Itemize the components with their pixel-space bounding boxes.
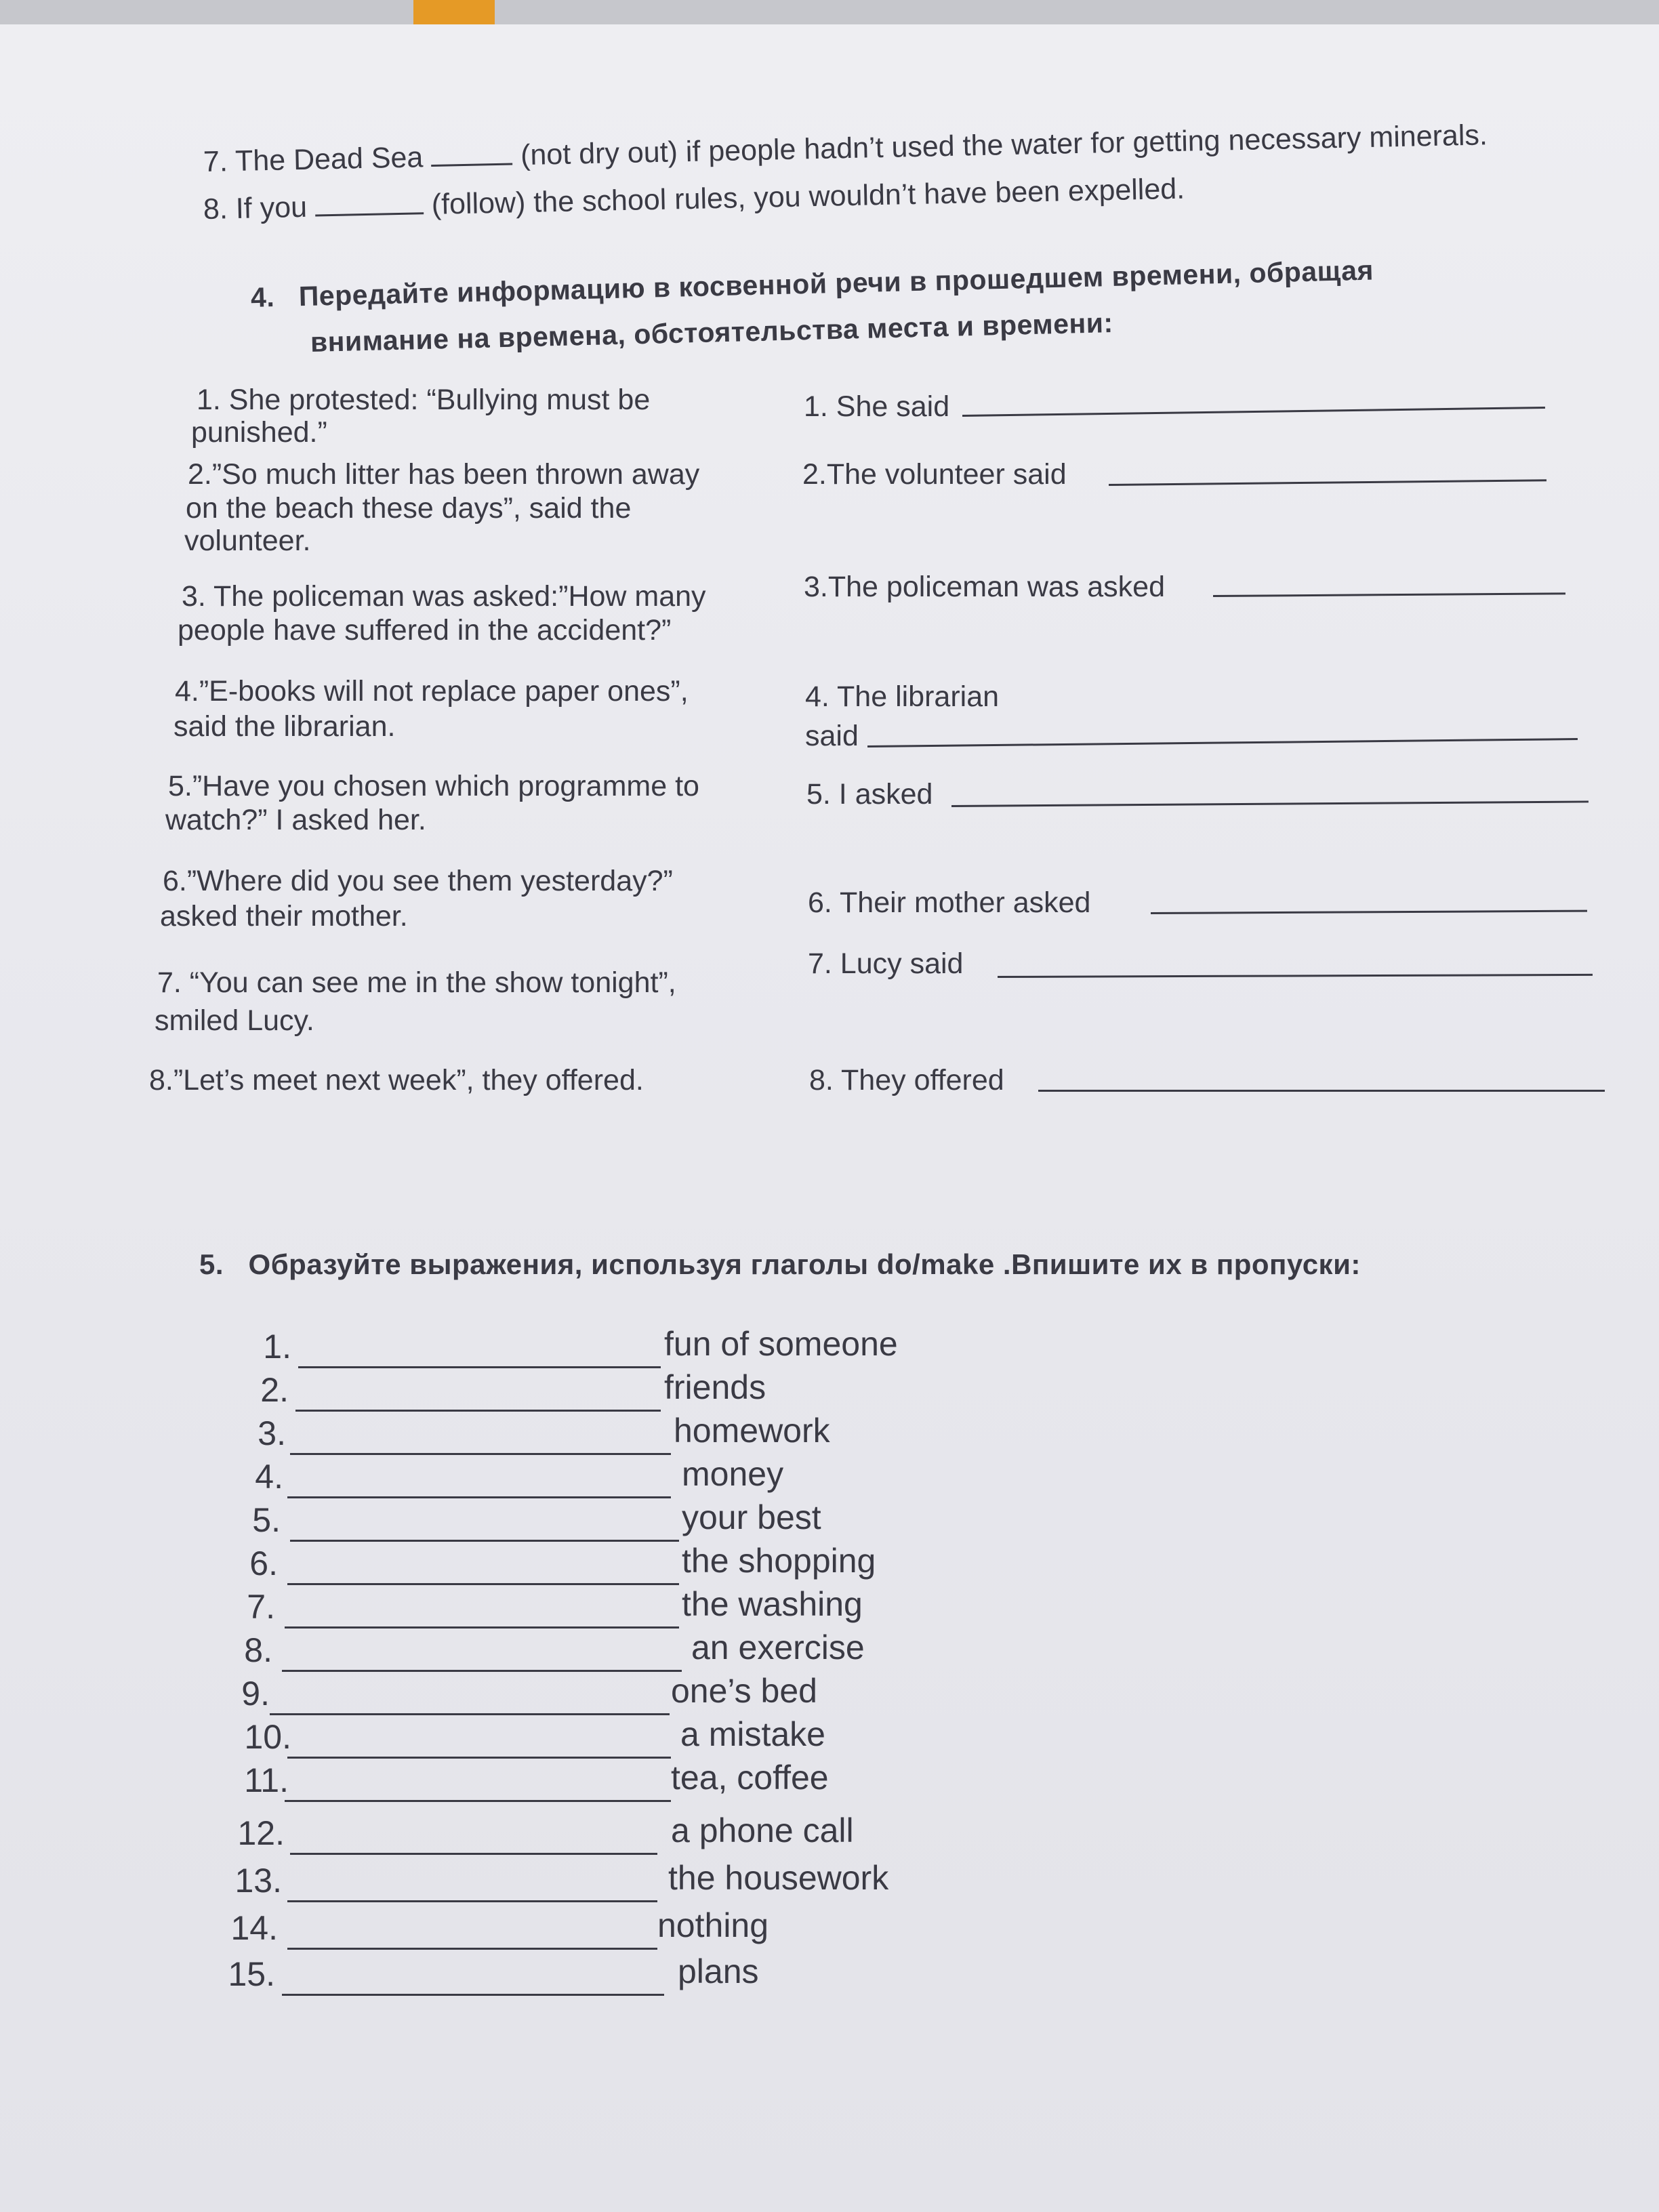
ex5-blank-9[interactable] (270, 1712, 670, 1715)
ex4-answer-8-label: 8. They offered (809, 1064, 1004, 1097)
ex4-answer-2-label: 2.The volunteer said (802, 458, 1067, 491)
ex4-item-2-line2: on the beach these days”, said the (186, 492, 632, 525)
ex4-answer-1-label: 1. She said (804, 390, 950, 423)
ex5-text-15: plans (678, 1952, 759, 1990)
ex5-text-14: nothing (657, 1906, 769, 1944)
ex4-answer-6-line[interactable] (1151, 909, 1587, 914)
exercise-5-title-text: Образуйте выражения, используя глаголы do/make .Впишите их в пропуски: (248, 1248, 1361, 1280)
ex5-num-3: 3. (258, 1414, 286, 1452)
ex5-text-11: tea, coffee (671, 1759, 829, 1797)
ex4-answer-5-label: 5. I asked (806, 778, 933, 811)
prev-item-8-number: 8. (203, 192, 228, 226)
prev-item-7 (203, 118, 1488, 179)
prev-item-8-rest: (follow) the school rules, you wouldn’t have been expelled. (431, 172, 1185, 221)
exercise-4-title-line2-row (310, 307, 1113, 359)
ex5-num-10: 10. (244, 1718, 291, 1756)
ex5-num-2: 2. (260, 1371, 289, 1409)
orange-object (413, 0, 495, 27)
prev-item-8 (203, 172, 1185, 226)
ex5-text-13: the housework (668, 1859, 889, 1897)
ex5-blank-3[interactable] (290, 1452, 671, 1455)
ex5-blank-15[interactable] (282, 1992, 664, 1996)
ex5-num-1: 1. (263, 1328, 291, 1366)
exercise-4-number: 4. (250, 281, 275, 313)
exercise-5-title (199, 1248, 1361, 1281)
ex5-text-7: the washing (682, 1585, 863, 1623)
ex5-num-15: 15. (228, 1955, 275, 1993)
ex5-blank-8[interactable] (282, 1668, 682, 1672)
ex5-num-6: 6. (249, 1544, 278, 1582)
ex4-answer-7-label: 7. Lucy said (808, 947, 964, 980)
ex5-num-5: 5. (252, 1501, 281, 1539)
ex4-answer-5-line[interactable] (951, 799, 1589, 807)
ex4-item-1-line1: 1. She protested: “Bullying must be (197, 384, 651, 416)
ex4-answer-6-label: 6. Their mother asked (808, 886, 1091, 919)
ex5-text-12: a phone call (671, 1811, 854, 1849)
ex4-item-4-line2: said the librarian. (173, 710, 396, 743)
ex4-item-3-line1: 3. The policeman was asked:”How many (182, 580, 706, 613)
ex5-num-12: 12. (237, 1814, 285, 1852)
ex5-text-9: one’s bed (671, 1672, 817, 1710)
ex5-text-2: friends (664, 1368, 766, 1406)
ex5-blank-10[interactable] (287, 1755, 671, 1759)
ex4-item-6-line1: 6.”Where did you see them yesterday?” (163, 865, 673, 897)
ex4-answer-8-line[interactable] (1038, 1088, 1605, 1092)
ex4-item-8-line1: 8.”Let’s meet next week”, they offered. (149, 1064, 644, 1097)
ex5-text-8: an exercise (691, 1629, 865, 1666)
ex5-blank-13[interactable] (287, 1899, 657, 1902)
worksheet-page (0, 24, 1659, 2212)
ex4-answer-3-line[interactable] (1213, 591, 1565, 597)
ex5-text-1: fun of someone (664, 1325, 898, 1363)
ex5-text-4: money (682, 1455, 784, 1493)
prev-item-7-number: 7. (203, 145, 228, 178)
ex4-item-2-line3: volunteer. (184, 525, 311, 557)
ex5-blank-6[interactable] (287, 1582, 679, 1585)
prev-item-7-blank[interactable] (431, 138, 513, 167)
exercise-5-number: 5. (199, 1248, 224, 1280)
ex5-blank-12[interactable] (290, 1851, 657, 1855)
ex5-blank-7[interactable] (285, 1625, 679, 1629)
ex4-answer-3-label: 3.The policeman was asked (804, 571, 1166, 603)
ex5-blank-14[interactable] (287, 1946, 657, 1950)
ex5-num-7: 7. (247, 1588, 275, 1626)
ex5-blank-2[interactable] (295, 1408, 661, 1412)
ex5-text-3: homework (674, 1412, 830, 1450)
ex5-blank-11[interactable] (285, 1799, 671, 1802)
exercise-4-title-line1: Передайте информацию в косвенной речи в прошедшем времени, обращая (298, 254, 1374, 312)
ex5-text-10: a mistake (680, 1715, 825, 1753)
ex4-item-7-line1: 7. “You can see me in the show tonight”, (157, 966, 676, 999)
prev-item-7-rest: (not dry out) if people hadn’t used the water for getting necessary minerals. (520, 119, 1488, 172)
ex4-item-2-line1: 2.”So much litter has been thrown away (188, 458, 700, 491)
ex4-item-3-line2: people have suffered in the accident?” (178, 614, 672, 647)
ex4-answer-7-line[interactable] (998, 972, 1593, 978)
ex4-item-6-line2: asked their mother. (160, 900, 408, 933)
ex4-item-1-line2: punished.” (191, 416, 327, 449)
ex4-answer-4-label: 4. The librarian (805, 680, 1000, 713)
ex4-item-5-line1: 5.”Have you chosen which programme to (168, 770, 699, 802)
ex5-num-4: 4. (255, 1458, 283, 1496)
exercise-4-title (250, 255, 1374, 314)
ex5-num-9: 9. (241, 1675, 270, 1713)
ex4-answer-4-label2: said (805, 720, 859, 752)
ex5-blank-5[interactable] (290, 1538, 679, 1542)
ex5-num-8: 8. (244, 1631, 272, 1669)
ex4-item-5-line2: watch?” I asked her. (165, 804, 426, 836)
ex4-item-7-line2: smiled Lucy. (155, 1004, 314, 1037)
ex5-text-5: your best (682, 1498, 821, 1536)
ex4-item-4-line1: 4.”E-books will not replace paper ones”, (175, 675, 689, 708)
ex5-blank-1[interactable] (298, 1365, 661, 1368)
exercise-4-title-line2: внимание на времена, обстоятельства места и времени: (310, 307, 1114, 358)
prev-item-8-subject: If you (235, 190, 308, 225)
ex5-blank-4[interactable] (287, 1495, 671, 1498)
ex5-num-11: 11. (244, 1761, 289, 1799)
ex4-answer-1-line[interactable] (962, 405, 1545, 417)
ex4-answer-2-line[interactable] (1109, 478, 1547, 486)
ex5-text-6: the shopping (682, 1542, 876, 1580)
prev-item-8-blank[interactable] (314, 188, 424, 216)
prev-item-7-subject: The Dead Sea (234, 141, 424, 178)
ex4-answer-4-line[interactable] (867, 737, 1578, 747)
ex5-num-13: 13. (234, 1862, 282, 1900)
ex5-num-14: 14. (230, 1909, 278, 1947)
